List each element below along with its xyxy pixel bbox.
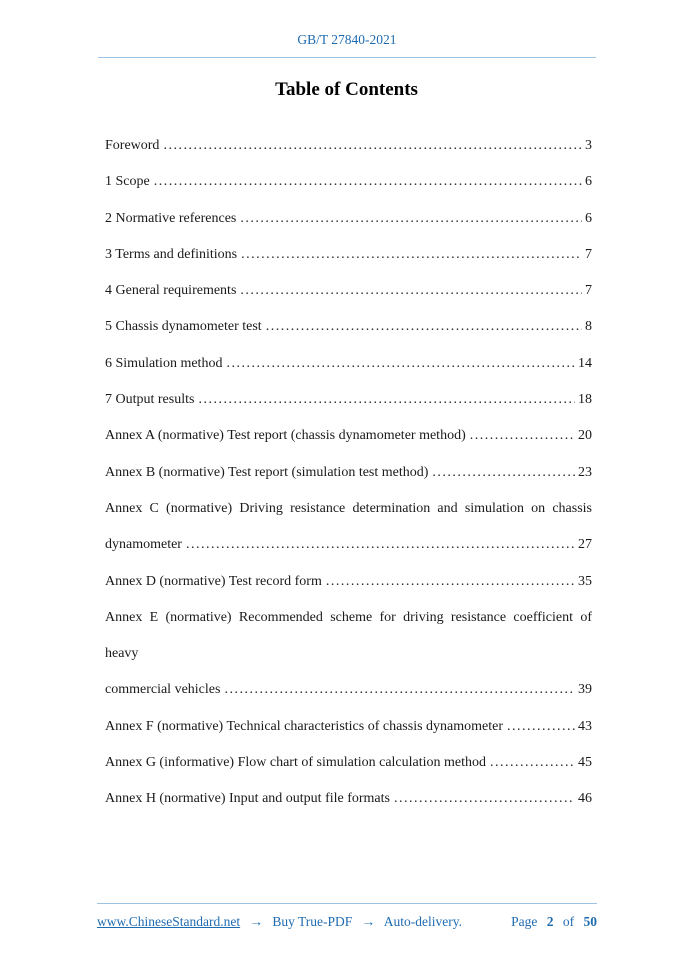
toc-entry-label: Annex F (normative) Technical characteristics of chassis dynamometer: [105, 718, 504, 734]
toc-entry-label: Annex A (normative) Test report (chassis dynamometer method): [105, 428, 466, 444]
toc-entry-label: 5 Chassis dynamometer test: [105, 319, 262, 335]
toc-entry-wrapped-line: Annex E (normative) Recommended scheme for driving resistance coefficient of heavy: [105, 609, 592, 662]
toc-entry-label: 3 Terms and definitions: [105, 246, 238, 262]
toc-entry-page: 3: [585, 138, 592, 153]
toc-leader-dots: [432, 455, 575, 491]
page-header: [98, 32, 596, 58]
toc-entry-label: 6 Simulation method: [105, 355, 223, 371]
of-word: of: [562, 914, 575, 929]
toc-entry-label: Annex D (normative) Test record form: [105, 573, 322, 589]
current-page-number: 2: [546, 914, 554, 929]
toc-entry-label: 2 Normative references: [105, 210, 237, 226]
page-word: Page: [511, 914, 538, 929]
toc-entry-label: Annex H (normative) Input and output file formats: [105, 791, 390, 807]
toc-entry-label: Annex G (informative) Flow chart of simulation calculation method: [105, 755, 487, 771]
toc-entry-page: 39: [578, 682, 592, 698]
toc-entry-label: Annex B (normative) Test report (simulation test method): [105, 464, 429, 480]
toc-leader-dots: [326, 564, 575, 600]
toc-entry-page: 27: [578, 537, 592, 553]
toc-entry: [105, 201, 592, 237]
toc-entry: [105, 346, 592, 382]
toc-entry-page: 43: [578, 718, 592, 734]
toc-leader-dots: [186, 527, 575, 563]
footer-left: [97, 914, 462, 930]
toc-entry-label: 4 General requirements: [105, 283, 237, 299]
arrow-icon: →: [361, 914, 376, 929]
toc-leader-dots: [394, 781, 575, 817]
toc-entry-page: 14: [578, 355, 592, 371]
toc-entry: [105, 309, 592, 345]
arrow-icon: →: [249, 914, 263, 929]
table-of-contents: [105, 128, 592, 818]
toc-entry-page: 45: [578, 755, 592, 771]
page-footer: [97, 903, 597, 930]
toc-entry-page: 7: [585, 246, 592, 262]
total-page-number: 50: [583, 914, 597, 929]
toc-entry-page: 8: [585, 319, 592, 335]
toc-entry-wrapped-line: Annex C (normative) Driving resistance determination and simulation on chassis: [105, 500, 592, 516]
toc-entry-page: 20: [578, 428, 592, 444]
toc-entry: [105, 745, 592, 781]
page-title: Table of Contents: [275, 79, 418, 100]
toc-entry-label: Foreword: [105, 138, 160, 153]
toc-entry-label: 7 Output results: [105, 392, 195, 408]
toc-leader-dots: [241, 237, 582, 273]
toc-entry: [105, 672, 592, 708]
toc-leader-dots: [470, 418, 575, 454]
toc-entry-page: 6: [585, 210, 592, 226]
toc-leader-dots: [154, 164, 582, 200]
toc-entry-label: 1 Scope: [105, 174, 150, 190]
toc-entry-page: 18: [578, 392, 592, 408]
toc-entry: [105, 564, 592, 600]
toc-entry: [105, 781, 592, 817]
toc-leader-dots: [266, 309, 582, 345]
footer-page-indicator: [511, 914, 597, 930]
toc-entry-label: dynamometer: [105, 537, 182, 553]
toc-entry: [105, 382, 592, 418]
toc-leader-dots: [240, 273, 582, 309]
toc-leader-dots: [198, 382, 575, 418]
toc-entry: [105, 418, 592, 454]
buy-pdf-label: Buy True-PDF: [272, 914, 353, 929]
toc-leader-dots: [240, 201, 582, 237]
toc-entry: [105, 164, 592, 200]
toc-entry: [105, 455, 592, 491]
toc-entry: [105, 709, 592, 745]
toc-leader-dots: [224, 672, 575, 708]
toc-entry: [105, 237, 592, 273]
toc-entry-page: 23: [578, 464, 592, 480]
toc-leader-dots: [163, 128, 582, 164]
toc-entry: [105, 527, 592, 563]
toc-leader-dots: [490, 745, 575, 781]
website-link[interactable]: www.ChineseStandard.net: [97, 914, 241, 929]
toc-entry: [105, 273, 592, 309]
toc-leader-dots: [226, 346, 575, 382]
toc-leader-dots: [507, 709, 575, 745]
toc-entry-label: commercial vehicles: [105, 682, 221, 698]
toc-entry-page: 7: [585, 283, 592, 299]
auto-delivery-label: Auto-delivery.: [383, 914, 463, 929]
toc-entry-page: 46: [578, 791, 592, 807]
toc-entry-page: 35: [578, 573, 592, 589]
standard-code: GB/T 27840-2021: [297, 32, 397, 47]
toc-entry-page: 6: [585, 174, 592, 190]
toc-entry: [105, 128, 592, 164]
